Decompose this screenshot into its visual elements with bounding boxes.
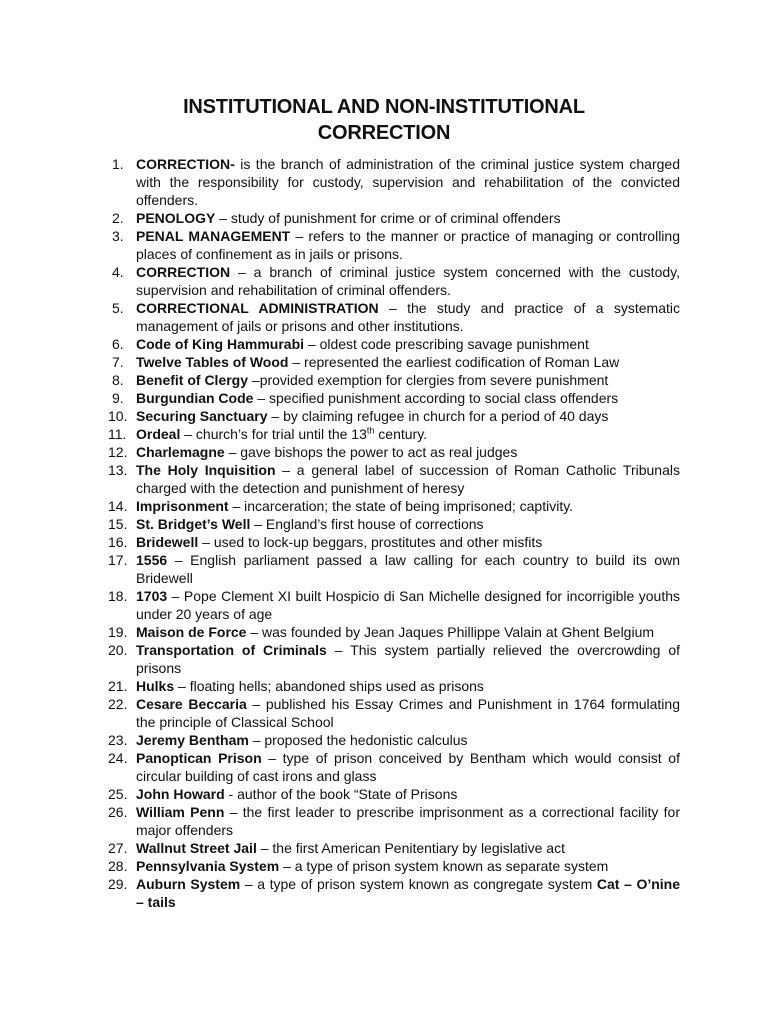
list-item [90,731,680,749]
definition-list [90,155,680,911]
item-number: 15. [108,516,128,532]
item-term: Hulks [136,678,175,694]
item-number: 4. [112,264,124,280]
item-number: 8. [112,372,124,388]
list-item [90,443,680,461]
item-text: – a branch of criminal justice system concerned with the custody, supervision and rehabilitation of criminal offenders. [136,264,680,298]
item-number: 27. [108,840,128,856]
item-text: – the first leader to prescribe imprisonment as a correctional facility for major offenders [136,804,680,838]
list-item [90,803,680,839]
list-item [90,695,680,731]
item-number: 12. [108,444,128,460]
list-item [90,497,680,515]
item-number: 19. [108,624,128,640]
item-term: Wallnut Street Jail [136,840,257,856]
item-term: Auburn System [136,876,241,892]
item-number: 2. [112,210,124,226]
item-term: CORRECTION- [136,156,235,172]
item-text: – study of punishment for crime or of criminal offenders [215,210,561,226]
list-item [90,371,680,389]
item-number: 3. [112,228,124,244]
list-item [90,587,680,623]
list-item [90,335,680,353]
item-text: –provided exemption for clergies from severe punishment [248,372,609,388]
item-term: 1703 [136,588,168,604]
item-text: – published his Essay Crimes and Punishment in 1764 formulating the principle of Classical School [136,696,680,730]
item-text: – England’s first house of corrections [250,516,484,532]
item-term: Benefit of Clergy [136,372,249,388]
item-term: Panoptican Prison [136,750,262,766]
item-number: 22. [108,696,128,712]
item-text: – This system partially relieved the overcrowding of prisons [136,642,680,676]
item-text: – English parliament passed a law calling for each country to build its own Bridewell [136,552,680,586]
item-text: – incarceration; the state of being imprisoned; captivity. [228,498,574,514]
list-item [90,209,680,227]
item-term: Transportation of Criminals [136,642,327,658]
item-number: 20. [108,642,128,658]
item-text: – oldest code prescribing savage punishment [304,336,589,352]
item-number: 11. [108,426,127,442]
list-item [90,857,680,875]
item-text: – type of prison conceived by Bentham which would consist of circular building of cast irons and glass [136,750,680,784]
list-item [90,515,680,533]
item-number: 26. [108,804,128,820]
item-text: - author of the book “State of Prisons [224,786,458,802]
item-number: 9. [112,390,124,406]
list-item [90,875,680,911]
list-item [90,677,680,695]
item-term: John Howard [136,786,225,802]
list-item [90,407,680,425]
item-number: 18. [108,588,128,604]
list-item [90,839,680,857]
item-term: Burgundian Code [136,390,254,406]
item-number: 21. [108,678,128,694]
item-text: – a type of prison system known as separate system [279,858,609,874]
item-term: Securing Sanctuary [136,408,268,424]
item-number: 16. [108,534,128,550]
list-item [90,785,680,803]
item-text: – used to lock-up beggars, prostitutes and other misfits [198,534,543,550]
item-term: Code of King Hammurabi [136,336,305,352]
item-term: 1556 [136,552,168,568]
item-term: The Holy Inquisition [136,462,276,478]
item-number: 7. [112,354,124,370]
item-superscript: th [366,425,375,436]
item-text: – Pope Clement XI built Hospicio di San Michelle designed for incorrigible youths under 20 years of age [136,588,680,622]
item-number: 24. [108,750,128,766]
item-number: 17. [108,552,128,568]
item-term: PENOLOGY [136,210,216,226]
item-term: Maison de Force [136,624,247,640]
item-term: Bridewell [136,534,199,550]
item-term: CORRECTIONAL ADMINISTRATION [136,300,379,316]
list-item [90,641,680,677]
list-item [90,155,680,209]
item-text: – church’s for trial until the 13 [180,426,367,442]
item-term: Twelve Tables of Wood [136,354,289,370]
item-term-secondary: Cat – O’nine – tails [136,876,681,910]
list-item [90,299,680,335]
item-text: – gave bishops the power to act as real judges [224,444,518,460]
item-number: 14. [108,498,128,514]
item-term: William Penn [136,804,225,820]
item-number: 6. [112,336,124,352]
item-number: 1. [112,156,124,172]
list-item [90,533,680,551]
item-term: St. Bridget’s Well [136,516,251,532]
item-text: – refers to the manner or practice of managing or controlling places of confinement as in jails or prisons. [136,228,680,262]
item-term: Imprisonment [136,498,229,514]
item-number: 5. [112,300,124,316]
item-text: – proposed the hedonistic calculus [248,732,468,748]
item-term: PENAL MANAGEMENT [136,228,291,244]
item-term: Charlemagne [136,444,225,460]
item-text: – the first American Penitentiary by legislative act [256,840,565,856]
list-item [90,749,680,785]
item-text: – the study and practice of a systematic management of jails or prisons and other institutions. [136,300,680,334]
item-term: Ordeal [136,426,181,442]
item-text-after: century. [374,426,428,442]
item-number: 10. [108,408,128,424]
list-item [90,263,680,299]
list-item [90,623,680,641]
item-number: 23. [108,732,128,748]
item-term: Pennsylvania System [136,858,280,874]
item-text: is the branch of administration of the criminal justice system charged with the responsibility for custody, supervision and rehabilitation of the convicted offenders. [136,156,680,208]
item-text: – represented the earliest codification of Roman Law [288,354,620,370]
title-line-1: INSTITUTIONAL AND NON-INSTITUTIONAL [183,96,585,118]
item-text: – a general label of succession of Roman Catholic Tribunals charged with the detection and punishment of heresy [136,462,680,496]
item-text: – by claiming refugee in church for a period of 40 days [267,408,609,424]
list-item [90,425,680,443]
list-item [90,353,680,371]
item-text: – specified punishment according to social class offenders [253,390,619,406]
item-text: – floating hells; abandoned ships used as prisons [174,678,484,694]
list-item [90,551,680,587]
title-line-2: CORRECTION [317,122,451,144]
item-number: 29. [108,876,128,892]
page-title [90,94,678,146]
item-term: Cesare Beccaria [136,696,247,712]
item-number: 25. [108,786,128,802]
list-item [90,227,680,263]
item-term: CORRECTION [136,264,231,280]
item-text: – a type of prison system known as congregate system [240,876,597,892]
list-item [90,389,680,407]
item-number: 28. [108,858,128,874]
item-text: – was founded by Jean Jaques Phillippe Valain at Ghent Belgium [246,624,655,640]
list-item [90,461,680,497]
item-number: 13. [108,462,128,478]
item-term: Jeremy Bentham [136,732,249,748]
